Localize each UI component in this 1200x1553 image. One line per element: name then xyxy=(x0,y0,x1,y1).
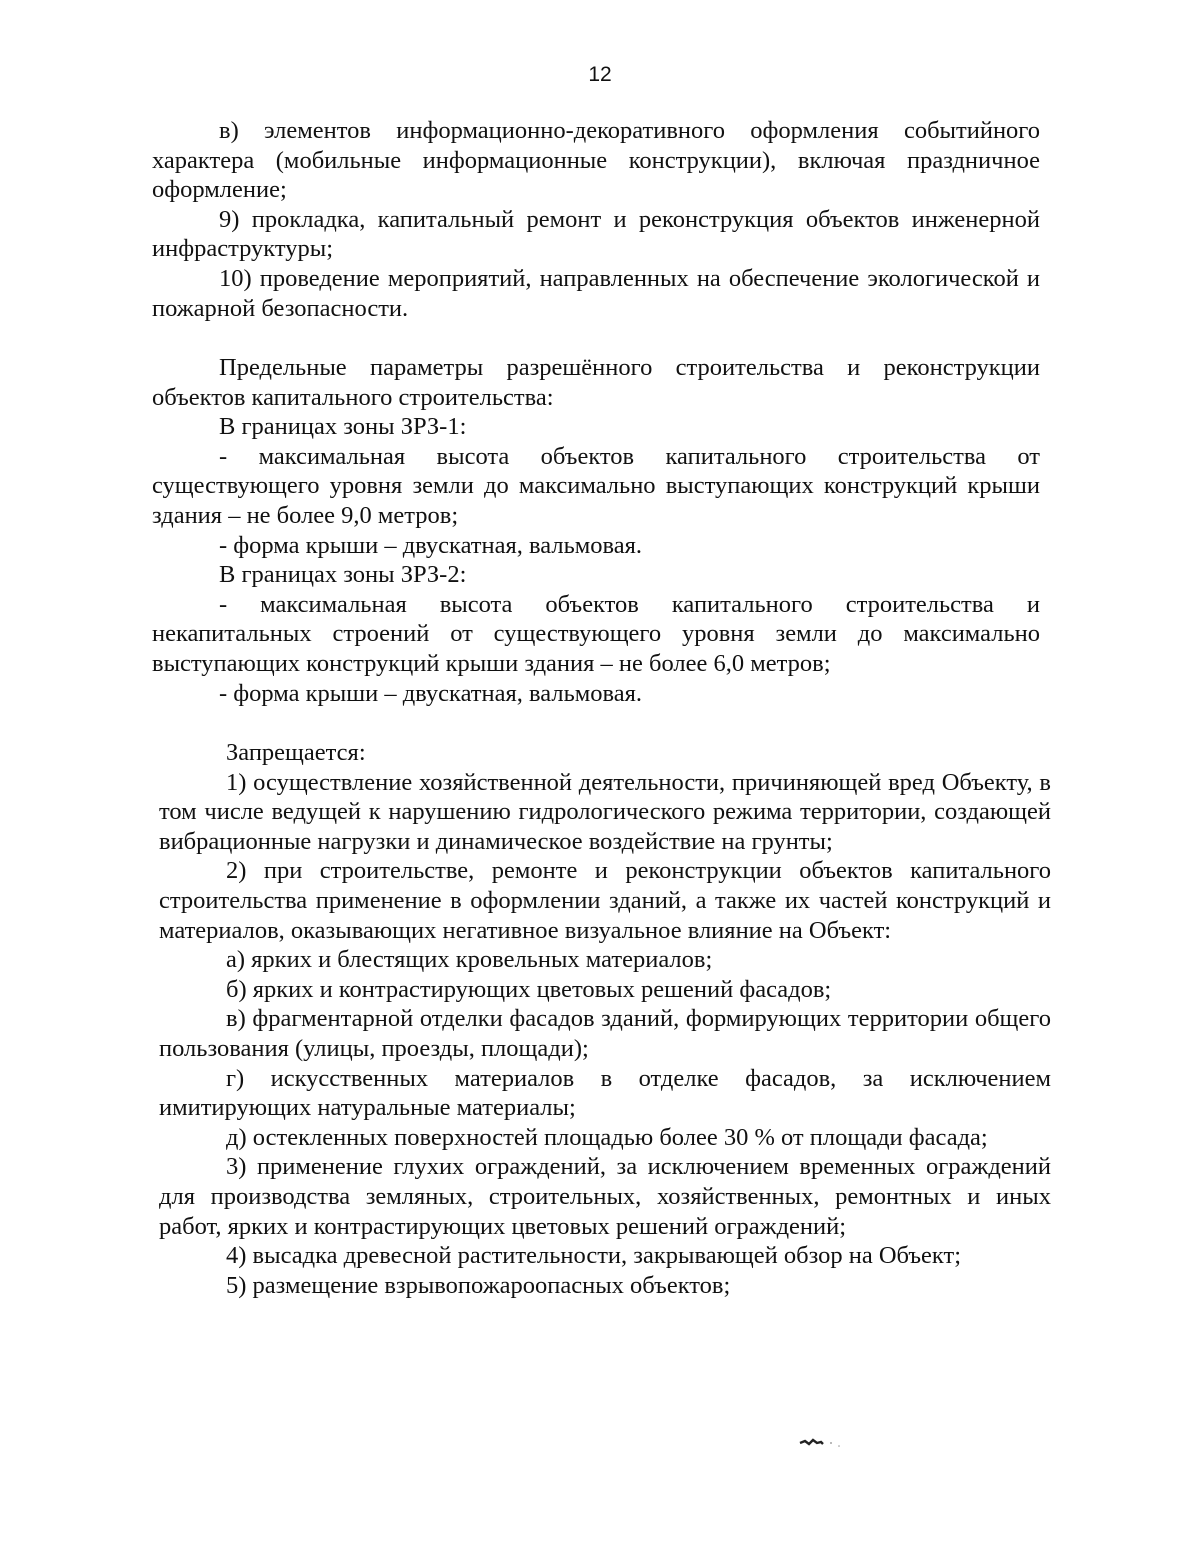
prohibition-item-2b: б) ярких и контрастирующих цветовых решений фасадов; xyxy=(226,975,832,1003)
section-permitted-uses xyxy=(152,116,1040,323)
zone-zrz1-title: В границах зоны ЗРЗ-1: xyxy=(219,413,467,441)
zone-zrz1-roof-form: - форма крыши – двускатная, вальмовая. xyxy=(219,531,643,559)
paragraph-decorative-elements: в) элементов информационно-декоративного оформления событийного характера (мобильные информационные конструкции), включая праздничное оформление; xyxy=(152,117,1040,204)
zone-zrz1-max-height: - максимальная высота объектов капитального строительства от существующего уровня земли до максимально выступающих конструкций крыши здания – не более 9,0 метров; xyxy=(152,442,1040,529)
scan-artifact-mark xyxy=(797,1434,857,1452)
prohibition-item-2a: а) ярких и блестящих кровельных материалов; xyxy=(226,946,713,974)
limits-heading: Предельные параметры разрешённого строительства и реконструкции объектов капитального строительства: xyxy=(152,354,1040,411)
paragraph-safety-measures: 10) проведение мероприятий, направленных на обеспечение экологической и пожарной безопасности. xyxy=(152,264,1040,322)
paragraph-engineering-infrastructure: 9) прокладка, капитальный ремонт и реконструкция объектов инженерной инфраструктуры; xyxy=(152,205,1040,263)
zone-zrz2-roof-form: - форма крыши – двускатная, вальмовая. xyxy=(219,679,643,707)
prohibition-item-1: 1) осуществление хозяйственной деятельности, причиняющей вред Объекту, в том числе ведущей к нарушению гидрологического режима территории, создающей вибрационные нагрузки и динамическое воздействие на грунты; xyxy=(159,768,1051,855)
section-construction-limits xyxy=(152,353,1040,708)
prohibition-item-5: 5) размещение взрывопожароопасных объектов; xyxy=(226,1271,731,1299)
zone-zrz2-max-height: - максимальная высота объектов капитального строительства и некапитальных строений от существующего уровня земли до максимально выступающих конструкций крыши здания – не более 6,0 метров; xyxy=(152,590,1040,677)
prohibition-item-2: 2) при строительстве, ремонте и реконструкции объектов капитального строительства применение в оформлении зданий, а также их частей конструкций и материалов, оказывающих негативное визуальное влияние на Объект: xyxy=(159,857,1051,944)
section-prohibitions xyxy=(159,738,1051,1300)
zone-zrz2-title: В границах зоны ЗРЗ-2: xyxy=(219,561,467,589)
page-number: 12 xyxy=(588,63,612,86)
prohibition-item-3: 3) применение глухих ограждений, за исключением временных ограждений для производства земляных, строительных, хозяйственных, ремонтных и иных работ, ярких и контрастирующих цветовых решений ограждений; xyxy=(159,1153,1051,1240)
prohibition-item-2d: д) остекленных поверхностей площадью более 30 % от площади фасада; xyxy=(226,1123,988,1151)
prohibition-item-4: 4) высадка древесной растительности, закрывающей обзор на Объект; xyxy=(226,1242,962,1270)
prohibition-item-2g: г) искусственных материалов в отделке фасадов, за исключением имитирующих натуральные материалы; xyxy=(159,1064,1051,1122)
prohibition-item-2v: в) фрагментарной отделки фасадов зданий, формирующих территории общего пользования (улицы, проезды, площади); xyxy=(159,1005,1051,1062)
prohibitions-heading: Запрещается: xyxy=(226,739,366,766)
